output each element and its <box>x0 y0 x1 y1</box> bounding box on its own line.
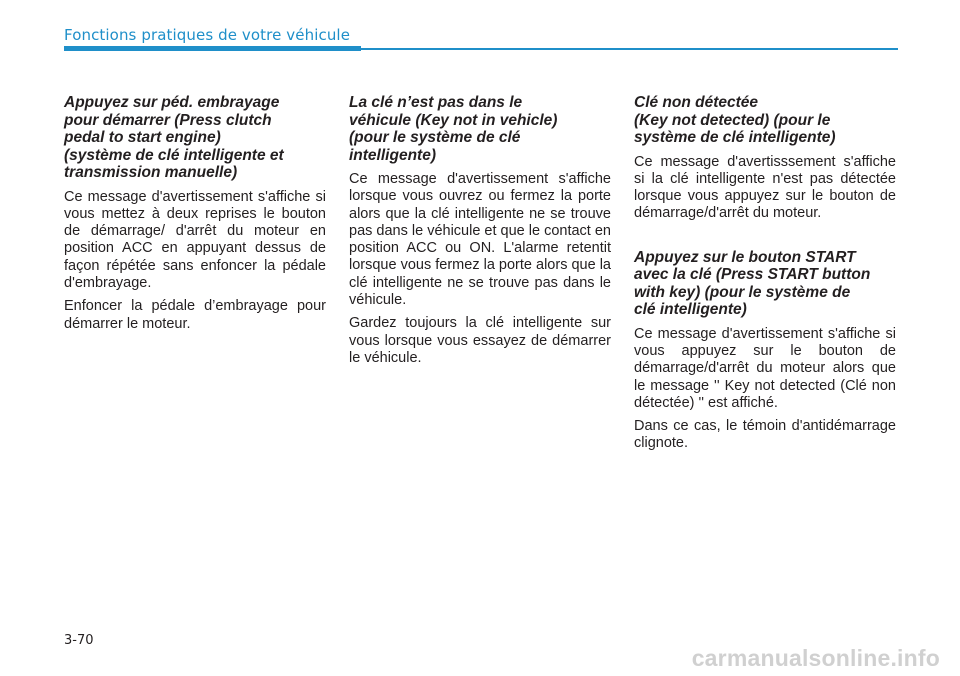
header-rule-thick <box>64 46 361 51</box>
heading-line: transmission manuelle) <box>64 164 238 181</box>
heading-clutch-pedal <box>64 94 326 182</box>
heading-line: La clé n’est pas dans le <box>349 94 523 111</box>
heading-line: avec la clé (Press START button <box>634 266 871 284</box>
heading-line: intelligente) <box>349 146 436 164</box>
page-number: 3-70 <box>64 633 94 648</box>
paragraph: Ce message d'avertisssement s'affiche si la clé intelligente n'est pas détectée lorsque vous appuyez sur le bouton de démarrage/d'arrêt du moteur. <box>634 153 896 222</box>
heading-line: Appuyez sur le bouton START <box>634 248 856 266</box>
heading-line: with key) (pour le système de <box>634 283 851 301</box>
section-title: Fonctions pratiques de votre véhicule <box>64 26 351 44</box>
column-middle <box>349 94 611 373</box>
paragraph: Dans ce cas, le témoin d'antidémarrage clignote. <box>634 418 896 452</box>
column-right <box>634 94 896 459</box>
watermark: carmanualsonline.info <box>691 645 940 671</box>
heading-line: pedal to start engine) <box>64 129 221 146</box>
heading-line: Clé non détectée <box>634 94 759 111</box>
heading-line: (système de clé intelligente et <box>64 146 284 164</box>
heading-line: (pour le système de clé <box>349 129 521 146</box>
heading-key-not-in-vehicle <box>349 94 611 164</box>
heading-key-not-detected <box>634 94 896 147</box>
paragraph: Ce message d'avertissement s'affiche si vous appuyez sur le bouton de démarrage/d'arrêt du moteur alors que le message '' Key not detected (Clé non détectée) '' est affiché. <box>634 325 896 411</box>
header-rule-thin <box>361 48 898 50</box>
paragraph: Gardez toujours la clé intelligente sur vous lorsque vous essayez de démarrer le véhicule. <box>349 315 611 366</box>
paragraph: Ce message d'avertissement s'affiche si vous mettez à deux reprises le bouton de démarrage/ d'arrêt du moteur en position ACC en appuyant dessus de façon répétée sans enfoncer la pédale d'embrayage. <box>64 188 326 291</box>
heading-line: véhicule (Key not in vehicle) <box>349 111 558 129</box>
heading-line: pour démarrer (Press clutch <box>64 111 272 129</box>
heading-line: clé intelligente) <box>634 301 747 319</box>
heading-line: Appuyez sur péd. embrayage <box>64 94 280 111</box>
section-spacer <box>634 229 896 249</box>
heading-line: (Key not detected) (pour le <box>634 111 831 129</box>
heading-line: système de clé intelligente) <box>634 129 836 146</box>
page-header <box>0 0 960 60</box>
heading-press-start-with-key <box>634 249 896 319</box>
paragraph: Ce message d'avertissement s'affiche lorsque vous ouvrez ou fermez la porte alors que la clé intelligente ne se trouve pas dans le véhicule et que le contact en position ACC ou ON. L'alarme retentit lorsque vous fermez la porte alors que la clé intelligente ne se trouve pas dans le véhicule. <box>349 171 611 309</box>
column-left <box>64 94 326 339</box>
paragraph: Enfoncer la pédale d’embrayage pour démarrer le moteur. <box>64 298 326 332</box>
